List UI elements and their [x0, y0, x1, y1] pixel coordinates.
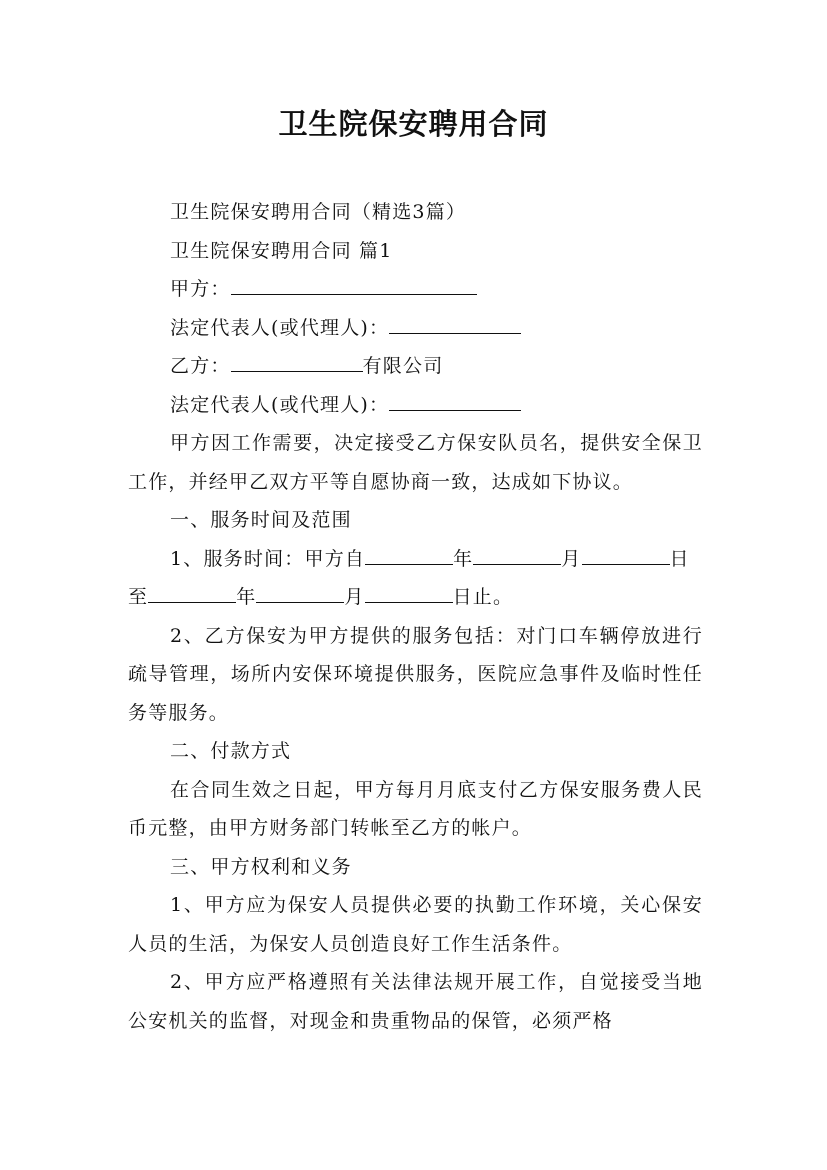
party-a-blank — [231, 274, 477, 295]
s1-item2: 2、乙方保安为甲方提供的服务包括：对门口车辆停放进行疏导管理，场所内安保环境提供服务，医院应急事件及临时性任务等服务。 — [128, 624, 703, 724]
end-day-blank — [365, 582, 453, 603]
s1-month-label: 月 — [561, 547, 582, 570]
s1-year-label-2: 年 — [236, 586, 257, 608]
party-b-label: 乙方： — [170, 355, 231, 377]
section3-heading: 三、甲方权利和义务 — [170, 855, 352, 878]
rep-a-label: 法定代表人(或代理人)： — [170, 316, 390, 339]
rep-b-label: 法定代表人(或代理人)： — [170, 393, 390, 416]
rep-a-line — [128, 309, 703, 348]
start-day-blank — [582, 544, 670, 565]
s2-text: 在合同生效之日起，甲方每月月底支付乙方保安服务费人民币元整，由甲方财务部门转帐至乙方的帐户。 — [128, 778, 703, 839]
subtitle: 卫生院保安聘用合同（精选3篇） — [170, 201, 467, 223]
rep-b-line — [128, 386, 703, 425]
document-title: 卫生院保安聘用合同 — [278, 107, 549, 141]
end-month-blank — [256, 582, 344, 603]
intro-paragraph: 甲方因工作需要，决定接受乙方保安队员名，提供安全保卫工作，并经甲乙双方平等自愿协商一致，达成如下协议。 — [128, 432, 703, 493]
end-year-blank — [148, 582, 236, 603]
party-b-blank — [231, 351, 363, 372]
s1-day-to-label: 日至 — [128, 547, 690, 608]
party-a-line — [128, 270, 703, 309]
section1-heading: 一、服务时间及范围 — [170, 509, 352, 531]
party-b-suffix: 有限公司 — [362, 355, 444, 377]
rep-a-blank — [389, 313, 521, 334]
s1-month-label-2: 月 — [344, 586, 365, 608]
start-year-blank — [365, 544, 453, 565]
s1-day-end-label: 日止。 — [452, 586, 514, 608]
s3-item2: 2、甲方应严格遵照有关法律法规开展工作，自觉接受当地公安机关的监督，对现金和贵重物品的保管，必须严格 — [128, 971, 703, 1032]
s1-year-label: 年 — [453, 547, 474, 570]
s1-item1-prefix: 1、服务时间：甲方自 — [170, 547, 366, 570]
rep-b-blank — [389, 390, 521, 411]
section2-heading: 二、付款方式 — [170, 740, 292, 762]
start-month-blank — [473, 544, 561, 565]
document-body — [128, 193, 703, 1040]
party-a-label: 甲方： — [170, 278, 231, 300]
party-b-line — [128, 347, 703, 386]
s3-item1: 1、甲方应为保安人员提供必要的执勤工作环境，关心保安人员的生活，为保安人员创造良好工作生活条件。 — [128, 894, 703, 955]
part-heading: 卫生院保安聘用合同 篇1 — [170, 239, 393, 262]
s1-item1 — [128, 540, 703, 617]
